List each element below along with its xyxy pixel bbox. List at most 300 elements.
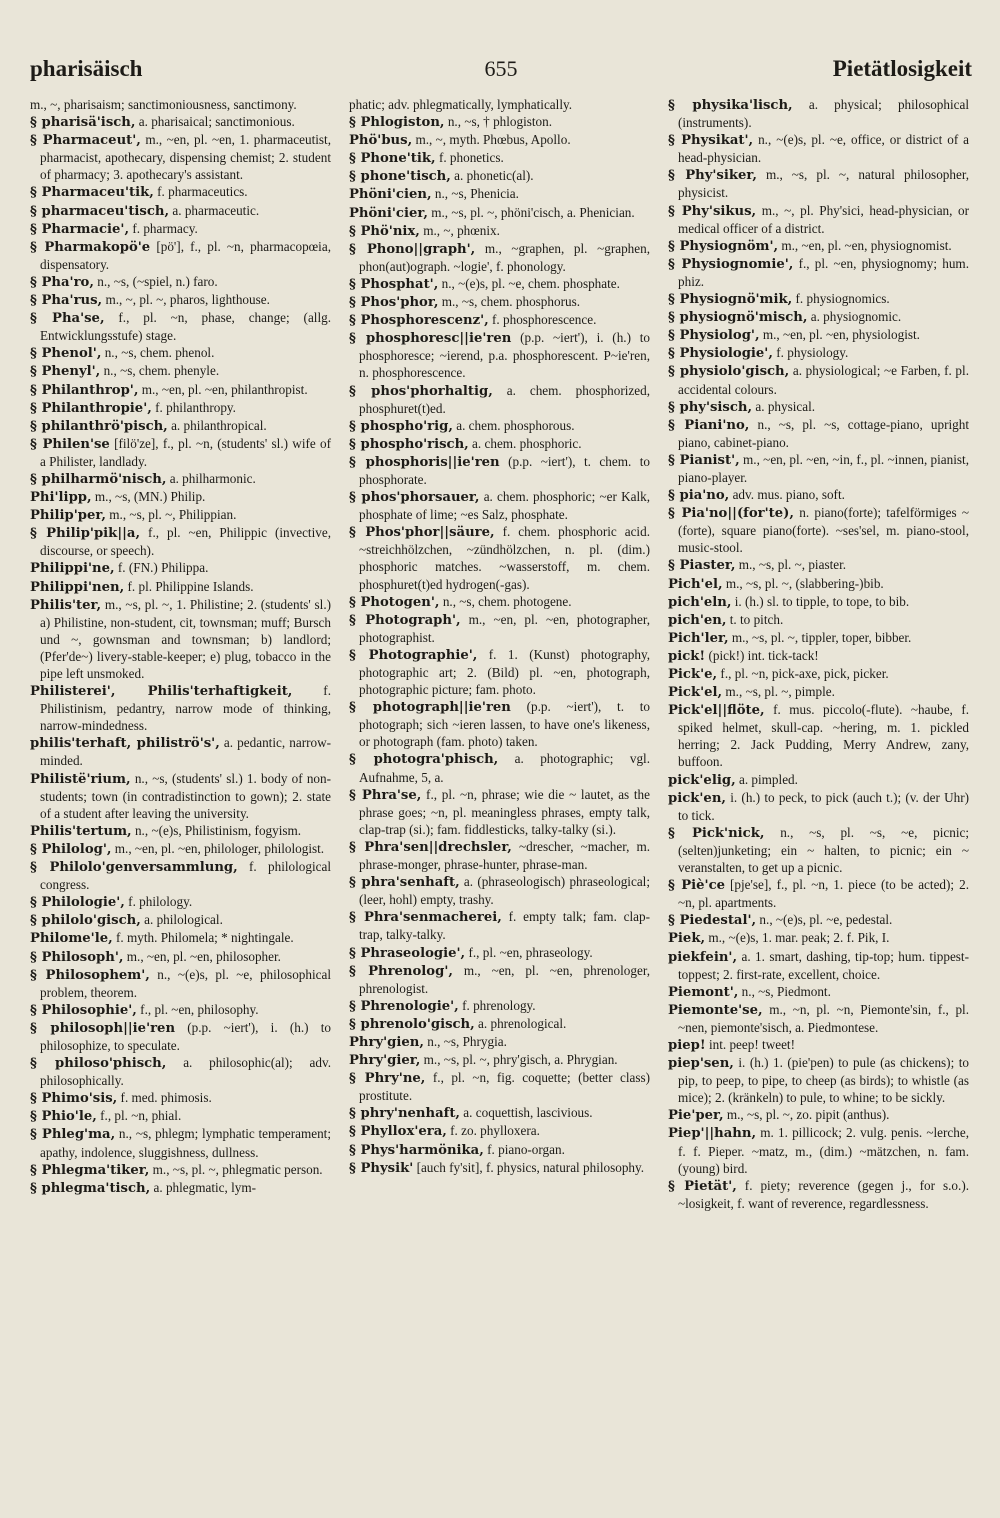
entry-headword: § Physikat', <box>668 133 754 149</box>
entry-headword: pick'elig, <box>668 772 736 788</box>
entry-definition: n., ~s, Phrygia. <box>427 1033 507 1049</box>
entry-definition: [auch fy'sit], f. physics, natural philosophy. <box>416 1159 645 1175</box>
dictionary-entry <box>668 1106 969 1124</box>
entry-headword: § Phyllox'era, <box>349 1124 447 1140</box>
page-number: 655 <box>484 56 518 81</box>
dictionary-entry <box>30 682 331 734</box>
entry-definition: f., pl. ~en, phraseology. <box>468 944 593 960</box>
entry-definition: a. physiognomic. <box>810 309 902 325</box>
entry-headword: § Phrenologie', <box>349 998 459 1014</box>
entry-definition: f. chem. phosphoric acid. ~streichhölzchen, ~zündhölzchen, n. pl. (dim.) phosphoric matches. ~wasserstoff, m. chem. phosphuret(t)ed hydrogen(-gas). <box>359 524 650 592</box>
entry-headword: piep'sen, <box>668 1056 734 1072</box>
entry-definition: n., ~s, pl. ~s, cottage-piano, upright piano, cabinet-piano. <box>678 416 970 450</box>
entry-headword: § Philolo'genversammlung, <box>30 860 238 876</box>
entry-definition: m., ~, myth. Phœbus, Apollo. <box>415 132 571 148</box>
dictionary-entry <box>668 486 969 504</box>
entry-headword: § philoso'phisch, <box>30 1056 167 1072</box>
entry-definition: i. (h.) 1. (pie'pen) to pule (as chickens); to pip, to peep, to pipe, to cheep (as birds); to whistle (as mice); 2. (kränkeln) to pule, to whine; to be sickly. <box>678 1055 969 1106</box>
dictionary-entry <box>30 1001 331 1019</box>
entry-headword: pick! <box>668 648 706 664</box>
entry-definition: a. physical. <box>755 398 816 414</box>
entry-definition: a. philharmonic. <box>169 470 256 486</box>
dictionary-entry <box>30 1161 331 1179</box>
entry-definition: (p.p. ~iert'), t. to photograph; sich ~ieren lassen, to have one's likeness, or photograph (fam. photo) taken. <box>359 699 650 750</box>
entry-headword: § Phra'senmacherei, <box>349 910 502 926</box>
entry-definition: m., ~, pl. Phy'sici, head-physician, or medical officer of a district. <box>678 202 969 236</box>
dictionary-entry <box>30 131 331 183</box>
entry-definition: a. physical; philosophical (instruments). <box>678 97 970 131</box>
entry-definition: m., ~s, pl. ~, phlegmatic person. <box>152 1161 323 1177</box>
dictionary-entry <box>30 96 331 113</box>
entry-headword: § Phosphat', <box>349 276 439 292</box>
entry-headword: Pie'per, <box>668 1108 724 1124</box>
dictionary-entry <box>349 131 650 149</box>
dictionary-entry <box>349 293 650 311</box>
entry-definition: a. chem. phosphorized, phosphuret(t)ed. <box>359 382 651 416</box>
dictionary-entry <box>349 488 650 523</box>
entry-headword: piekfein', <box>668 949 738 965</box>
entry-definition: m. 1. pillicock; 2. vulg. penis. ~lerche, f. f. Pieper. ~matz, m., (dim.) ~mätzchen, n. fam. (young) bird. <box>678 1125 969 1176</box>
entry-headword: § Phlogiston, <box>349 115 445 131</box>
entry-definition: n., ~s, chem. phenyle. <box>103 363 220 379</box>
entry-headword: § philosoph||ie'ren <box>30 1020 176 1036</box>
dictionary-entry <box>30 1179 331 1197</box>
dictionary-entry <box>30 113 331 131</box>
entry-headword: § Physik' <box>349 1160 414 1176</box>
dictionary-entry <box>349 1122 650 1140</box>
entry-headword: § Phry'ne, <box>349 1071 426 1087</box>
entry-headword: § philolo'gisch, <box>30 913 141 929</box>
dictionary-entry <box>668 647 969 665</box>
entry-headword: § phy'sisch, <box>668 399 753 415</box>
entry-definition: f., pl. ~en, physiognomy; hum. phiz. <box>678 255 969 289</box>
dictionary-entry <box>668 1177 969 1212</box>
entry-definition: n., ~s, phlegm; lymphatic temperament; apathy, indolence, sluggishness, dullness. <box>40 1126 331 1160</box>
entry-definition: a. chem. phosphorous. <box>456 417 575 433</box>
dictionary-entry <box>349 873 650 908</box>
dictionary-entry <box>349 838 650 873</box>
dictionary-entry <box>668 504 969 556</box>
entry-headword: § Pharmakopö'e <box>30 239 151 255</box>
entry-definition: f. 1. (Kunst) photography, photographic art; 2. (Bild) pl. ~en, photograph, photographic picture; fam. photo. <box>359 646 651 698</box>
column-2 <box>349 96 650 1212</box>
entry-definition: f. myth. Philomela; * nightingale. <box>116 930 294 946</box>
entry-headword: § Piaster, <box>668 558 736 574</box>
dictionary-entry <box>349 417 650 435</box>
entry-definition: a. phrenological. <box>478 1015 567 1031</box>
dictionary-entry <box>349 1104 650 1122</box>
entry-definition: m., ~, pl. ~, pharos, lighthouse. <box>105 292 270 308</box>
entry-headword: § Philip'pik||a, <box>30 526 141 542</box>
entry-definition: n., ~s, chem. phenol. <box>104 345 215 361</box>
entry-headword: § pia'no, <box>668 488 730 504</box>
dictionary-entry <box>668 398 969 416</box>
entry-headword: piep! <box>668 1037 706 1053</box>
dictionary-entry <box>349 453 650 488</box>
entry-definition: a. 1. smart, dashing, tip-top; hum. tippest-toppest; 2. first-rate, excellent, choice. <box>678 948 969 982</box>
dictionary-entry <box>30 220 331 238</box>
entry-definition: m., ~en, pl. ~en, phrenologer, phrenologist. <box>359 962 651 996</box>
entry-definition: n., ~(e)s, pl. ~e, philosophical problem, theorem. <box>40 966 332 1000</box>
entry-definition: ~drescher, ~macher, m. phrase-monger, phrase-hunter, phrase-man. <box>359 838 651 873</box>
dictionary-entry <box>30 948 331 966</box>
page-header <box>30 50 972 90</box>
entry-headword: § phone'tisch, <box>349 169 451 185</box>
dictionary-entry <box>668 308 969 326</box>
entry-headword: § Phrenolog', <box>349 963 453 979</box>
entry-definition: f. philology. <box>128 894 193 910</box>
entry-headword: Piep'||hahn, <box>668 1126 757 1142</box>
entry-headword: § phry'nenhaft, <box>349 1106 460 1122</box>
dictionary-entry <box>668 290 969 308</box>
entry-definition: m., ~s, pl. ~, natural philosopher, physicist. <box>678 167 969 201</box>
dictionary-entry <box>668 789 969 824</box>
entry-definition: n., ~(e)s, pl. ~e, office, or district of a head-physician. <box>678 132 970 166</box>
entry-headword: Philip'per, <box>30 508 106 524</box>
entry-headword: Philippi'nen, <box>30 579 125 595</box>
dictionary-entry <box>30 362 331 380</box>
dictionary-entry <box>349 185 650 203</box>
entry-definition: n., ~s, Piedmont. <box>741 983 831 999</box>
dictionary-entry <box>668 237 969 255</box>
dictionary-entry <box>30 417 331 435</box>
entry-headword: § Photogen', <box>349 594 440 610</box>
entry-headword: § Phos'phor||säure, <box>349 525 495 541</box>
entry-definition: m., ~s, pl. ~, tippler, toper, bibber. <box>731 629 912 645</box>
entry-definition: a. physiological; ~e Farben, f. pl. accidental colours. <box>678 363 969 397</box>
dictionary-entry <box>30 1054 331 1089</box>
entry-definition: m., ~en, pl. ~en, ~in, f., pl. ~innen, pianist, piano-player. <box>678 451 970 485</box>
entry-definition: (p.p. ~iert'), t. chem. to phosphorate. <box>359 453 650 487</box>
entry-headword: § photograph||ie'ren <box>349 700 511 716</box>
entry-definition: a. chem. phosphoric. <box>472 435 582 451</box>
entry-definition: n., ~s, † phlogiston. <box>447 114 553 130</box>
dictionary-entry <box>349 1159 650 1177</box>
entry-definition: m., ~(e)s, 1. mar. peak; 2. f. Pik, I. <box>708 930 890 946</box>
entry-headword: § physiognö'misch, <box>668 310 808 326</box>
entry-definition: n., ~s, (~spiel, n.) faro. <box>97 273 218 289</box>
entry-definition: f. (FN.) Philippa. <box>117 560 209 576</box>
entry-headword: § philanthrö'pisch, <box>30 418 168 434</box>
dictionary-entry <box>349 593 650 611</box>
dictionary-entry <box>668 911 969 929</box>
entry-headword: Phi'lipp, <box>30 490 92 506</box>
entry-definition: m., ~s, chem. phosphorus. <box>441 294 581 310</box>
dictionary-entry <box>30 559 331 577</box>
dictionary-entry <box>30 399 331 417</box>
entry-headword: § photogra'phisch, <box>349 752 499 768</box>
entry-definition: m., ~, phœnix. <box>423 222 500 238</box>
entry-headword: Phry'gien, <box>349 1034 424 1050</box>
dictionary-entry <box>349 962 650 997</box>
dictionary-entry <box>349 908 650 943</box>
dictionary-entry <box>349 786 650 838</box>
dictionary-entry <box>30 381 331 399</box>
dictionary-entry <box>30 840 331 858</box>
entry-definition: m., ~s, (MN.) Philip. <box>94 489 206 505</box>
dictionary-entry <box>349 1069 650 1104</box>
entry-headword: § pharisä'isch, <box>30 115 136 131</box>
entry-definition: f. med. phimosis. <box>120 1090 212 1106</box>
columns <box>30 96 972 1212</box>
dictionary-entry <box>668 131 969 166</box>
entry-definition: f. Philistinism, pedantry, narrow mode of thinking, narrow-mindedness. <box>40 683 331 734</box>
entry-headword: § Phio'le, <box>30 1109 97 1125</box>
dictionary-entry <box>668 593 969 611</box>
entry-headword: § Piani'no, <box>668 417 750 433</box>
entry-definition: a. phonetic(al). <box>454 168 534 184</box>
dictionary-entry <box>668 771 969 789</box>
entry-definition: a. phlegmatic, lym- <box>153 1179 257 1195</box>
entry-headword: Philis'tertum, <box>30 823 132 839</box>
entry-definition: f. phonetics. <box>438 150 504 166</box>
dictionary-entry <box>668 1124 969 1176</box>
entry-headword: § Phra'se, <box>349 787 422 803</box>
entry-headword: § Physiolog', <box>668 328 760 344</box>
dictionary-entry <box>668 701 969 770</box>
entry-definition: [filö'ze], f., pl. ~n, (students' sl.) wife of a Philister, landlady. <box>40 435 332 469</box>
entry-definition: (p.p. ~iert'), i. (h.) to phosphoresce; ~ierend, p.a. phosphorescent. P~ie'ren, n. phosphorescence. <box>359 330 650 381</box>
dictionary-entry <box>668 166 969 201</box>
entry-definition: t. to pitch. <box>729 611 784 627</box>
dictionary-entry <box>30 309 331 344</box>
entry-headword: § Pietät', <box>668 1178 737 1194</box>
entry-headword: § Physiognomie', <box>668 256 794 272</box>
entry-headword: pick'en, <box>668 790 727 806</box>
dictionary-entry <box>668 611 969 629</box>
entry-definition: m., ~graphen, pl. ~graphen, phon(aut)ograph. ~logie', f. phonology. <box>359 240 651 274</box>
entry-headword: § phlegma'tisch, <box>30 1180 151 1196</box>
dictionary-entry <box>668 876 969 911</box>
entry-headword: § Pick'nick, <box>668 825 765 841</box>
entry-headword: pich'en, <box>668 612 727 628</box>
entry-definition: f., pl. ~en, philosophy. <box>140 1001 259 1017</box>
entry-headword: § Philosophie', <box>30 1002 137 1018</box>
dictionary-entry <box>349 167 650 185</box>
dictionary-entry <box>349 1015 650 1033</box>
entry-definition: f. piano-organ. <box>487 1141 565 1157</box>
entry-headword: § Pianist', <box>668 452 740 468</box>
entry-definition: f. philanthropy. <box>155 399 236 415</box>
entry-headword: § Phenol', <box>30 346 102 362</box>
dictionary-entry <box>349 750 650 785</box>
header-right-guide-word: Pietätlosigkeit <box>832 56 972 81</box>
entry-definition: f. physiognomics. <box>795 291 890 307</box>
entry-definition: a. philological. <box>144 912 223 928</box>
entry-definition: f., pl. ~n, phial. <box>100 1108 182 1124</box>
entry-headword: § pharmaceu'tisch, <box>30 203 170 219</box>
dictionary-entry <box>30 858 331 893</box>
entry-headword: Philippi'ne, <box>30 561 115 577</box>
entry-definition: f. pharmacy. <box>132 220 198 236</box>
entry-definition: f. philological congress. <box>40 859 332 893</box>
entry-headword: Piek, <box>668 931 706 947</box>
entry-headword: § physika'lisch, <box>668 98 793 113</box>
entry-headword: § Philolog', <box>30 841 112 857</box>
entry-headword: § phrenolo'gisch, <box>349 1016 475 1032</box>
entry-headword: § Phono||graph', <box>349 241 476 257</box>
entry-headword: § Phleg'ma, <box>30 1127 116 1143</box>
entry-headword: Philis'ter, <box>30 597 102 613</box>
dictionary-entry <box>349 523 650 592</box>
dictionary-entry <box>668 326 969 344</box>
dictionary-entry <box>349 204 650 222</box>
dictionary-entry <box>349 329 650 381</box>
entry-definition: i. (h.) sl. to tipple, to tope, to bib. <box>734 593 910 609</box>
dictionary-entry <box>349 646 650 698</box>
entry-headword: § Phenyl', <box>30 364 101 380</box>
entry-definition: phatic; adv. phlegmatically, lymphatically. <box>349 97 573 112</box>
dictionary-entry <box>349 1033 650 1051</box>
entry-definition: i. (h.) to peck, to pick (auch t.); (v. der Uhr) to tick. <box>678 789 970 823</box>
entry-definition: m., ~n, pl. ~n, Piemonte'sin, f., pl. ~nen, piemonte'sisch, a. Piedmontese. <box>678 1001 970 1035</box>
entry-headword: Piemont', <box>668 984 739 1000</box>
entry-headword: Piemonte'se, <box>668 1002 763 1018</box>
entry-headword: § Piedestal', <box>668 913 757 929</box>
dictionary-entry <box>668 362 969 397</box>
dictionary-entry <box>668 96 969 131</box>
dictionary-entry <box>349 435 650 453</box>
entry-headword: Pick'el||flöte, <box>668 703 765 719</box>
dictionary-entry <box>30 470 331 488</box>
entry-definition: m., ~s, pl. ~, phry'gisch, a. Phrygian. <box>423 1052 618 1068</box>
entry-headword: § Phys'harmönika, <box>349 1142 484 1158</box>
dictionary-entry <box>668 948 969 983</box>
dictionary-entry <box>349 149 650 167</box>
dictionary-entry <box>668 255 969 290</box>
dictionary-entry <box>30 202 331 220</box>
header-left-guide-word: pharisäisch <box>30 56 143 81</box>
entry-headword: § Piè'ce <box>668 878 725 894</box>
entry-headword: § Philanthrop', <box>30 382 139 398</box>
entry-headword: § Philosophem', <box>30 967 150 983</box>
dictionary-entry <box>668 1036 969 1054</box>
dictionary-entry <box>30 344 331 362</box>
dictionary-entry <box>349 944 650 962</box>
entry-definition: n., ~(e)s, pl. ~e, chem. phosphate. <box>441 275 620 291</box>
entry-headword: § Photographie', <box>349 647 478 663</box>
dictionary-entry <box>30 291 331 309</box>
dictionary-entry <box>349 1141 650 1159</box>
entry-definition: a. chem. phosphoric; ~er Kalk, phosphate of lime; ~es Salz, phosphate. <box>359 489 650 523</box>
entry-headword: Phöni'cier, <box>349 205 428 221</box>
dictionary-entry <box>668 665 969 683</box>
entry-headword: Pick'el, <box>668 685 723 701</box>
entry-definition: f., pl. ~n, pick-axe, pick, picker. <box>720 666 889 681</box>
dictionary-entry <box>349 113 650 131</box>
dictionary-entry <box>30 911 331 929</box>
dictionary-entry <box>668 575 969 593</box>
entry-definition: a. pharisaical; sanctimonious. <box>138 114 295 130</box>
dictionary-entry <box>30 238 331 273</box>
entry-definition: m., ~s, pl. ~, 1. Philistine; 2. (students' sl.) a) Philistine, non-student, cit, townsman; muff; Bursch und ~, gownsman and townsman; b) landlord; (Pfer'de~) livery-stable-keeper; e) plug, tobacco in the pipe left unsmoked. <box>40 596 332 681</box>
entry-definition: m., ~en, pl. ~en, physiologist. <box>762 327 920 343</box>
dictionary-entry <box>349 698 650 750</box>
entry-definition: [pö'], f., pl. ~n, pharmacopœia, dispensatory. <box>40 238 331 272</box>
dictionary-entry <box>668 629 969 647</box>
entry-definition: m., ~s, pl. ~, pimple. <box>725 684 835 700</box>
entry-definition: m., ~en, pl. ~en, physiognomist. <box>781 237 952 253</box>
entry-definition: f. piety; reverence (gegen j., for s.o.). ~losigkeit, f. want of reverence, regardlessness. <box>678 1177 970 1211</box>
entry-definition: m., ~en, pl. ~en, philologer, philologist. <box>114 840 325 856</box>
entry-definition: m., ~, pharisaism; sanctimoniousness, sanctimony. <box>30 97 297 112</box>
entry-definition: a. pharmaceutic. <box>172 202 260 218</box>
entry-headword: § Phraseologie', <box>349 945 466 961</box>
entry-definition: m., ~s, pl. ~, (slabbering-)bib. <box>725 575 884 591</box>
column-3 <box>668 96 969 1212</box>
entry-headword: Pich'el, <box>668 576 723 592</box>
entry-headword: Philisterei', Philis'terhaftigkeit, <box>30 684 293 700</box>
dictionary-entry <box>30 506 331 524</box>
dictionary-entry <box>30 929 331 947</box>
dictionary-entry <box>668 1001 969 1036</box>
entry-headword: § Physiognöm', <box>668 238 779 254</box>
dictionary-entry <box>30 183 331 201</box>
dictionary-entry <box>668 983 969 1001</box>
entry-headword: § Pharmaceut', <box>30 133 141 149</box>
dictionary-entry <box>349 96 650 113</box>
dictionary-entry <box>30 1089 331 1107</box>
dictionary-entry <box>30 273 331 291</box>
entry-definition: f. physiology. <box>776 345 849 361</box>
entry-headword: § phra'senhaft, <box>349 875 460 891</box>
entry-headword: § phospho'risch, <box>349 436 469 452</box>
dictionary-entry <box>30 578 331 596</box>
entry-headword: Phö'bus, <box>349 133 413 149</box>
entry-headword: § Pha'se, <box>30 311 105 327</box>
entry-definition: a. photographic; vgl. Aufnahme, 5, a. <box>359 751 650 785</box>
entry-headword: § Pia'no||(for'te), <box>668 506 794 522</box>
entry-headword: § Phos'phor, <box>349 295 439 311</box>
entry-definition: f. pl. Philippine Islands. <box>127 578 254 594</box>
entry-headword: § Phy'siker, <box>668 168 757 184</box>
entry-headword: § Phimo'sis, <box>30 1091 118 1107</box>
entry-definition: n., ~s, pl. ~s, ~e, picnic; (selten)junketing; ein ~ halten, to picnic; ein ~ veranstalten, to get up a picnic. <box>678 824 970 876</box>
dictionary-entry <box>349 382 650 417</box>
entry-definition: int. peep! tweet! <box>708 1036 795 1052</box>
entry-definition: f. pharmaceutics. <box>157 184 248 200</box>
entry-definition: a. philosophic(al); adv. philosophically. <box>40 1055 332 1089</box>
entry-headword: Pick'e, <box>668 667 718 682</box>
entry-definition: f. empty talk; fam. clap-trap, talky-talky. <box>359 909 650 943</box>
entry-headword: § Pha'ro, <box>30 274 94 290</box>
dictionary-entry <box>30 488 331 506</box>
dictionary-entry <box>349 275 650 293</box>
entry-headword: Phry'gier, <box>349 1053 421 1069</box>
entry-definition: a. (phraseologisch) phraseological; (leer, hohl) empty, trashy. <box>359 874 651 908</box>
entry-definition: [pje'se], f., pl. ~n, 1. piece (to be acted); 2. ~n, pl. apartments. <box>678 877 969 911</box>
entry-definition: f., pl. ~n, fig. coquette; (better class) prostitute. <box>359 1070 651 1104</box>
dictionary-entry <box>349 611 650 646</box>
entry-definition: m., ~en, pl. ~en, photographer, photographist. <box>359 611 651 645</box>
dictionary-entry <box>668 344 969 362</box>
entry-headword: Pich'ler, <box>668 630 729 646</box>
entry-definition: a. philanthropical. <box>171 417 267 433</box>
entry-headword: § Physiologie', <box>668 346 773 362</box>
entry-headword: § Phra'sen||drechsler, <box>349 839 512 855</box>
entry-definition: n., ~s, chem. photogene. <box>442 593 572 609</box>
dictionary-entry <box>668 416 969 451</box>
entry-definition: n., ~(e)s, pl. ~e, pedestal. <box>759 912 893 928</box>
entry-headword: § phosphoresc||ie'ren <box>349 331 512 347</box>
entry-headword: § Phö'nix, <box>349 223 420 239</box>
entry-definition: f., pl. ~en, Philippic (invective, discourse, or speech). <box>40 525 331 559</box>
entry-definition: f. phosphorescence. <box>492 312 597 328</box>
entry-definition: f. mus. piccolo(-flute). ~haube, f. spiked helmet, skull-cap. ~hering, m. 1. pickled herring; 2. Jack Pudding, Merry Andrew, zany, buffoon. <box>678 702 970 770</box>
dictionary-entry <box>668 683 969 701</box>
dictionary-entry <box>668 1054 969 1106</box>
entry-headword: § phos'phorsauer, <box>349 490 480 506</box>
